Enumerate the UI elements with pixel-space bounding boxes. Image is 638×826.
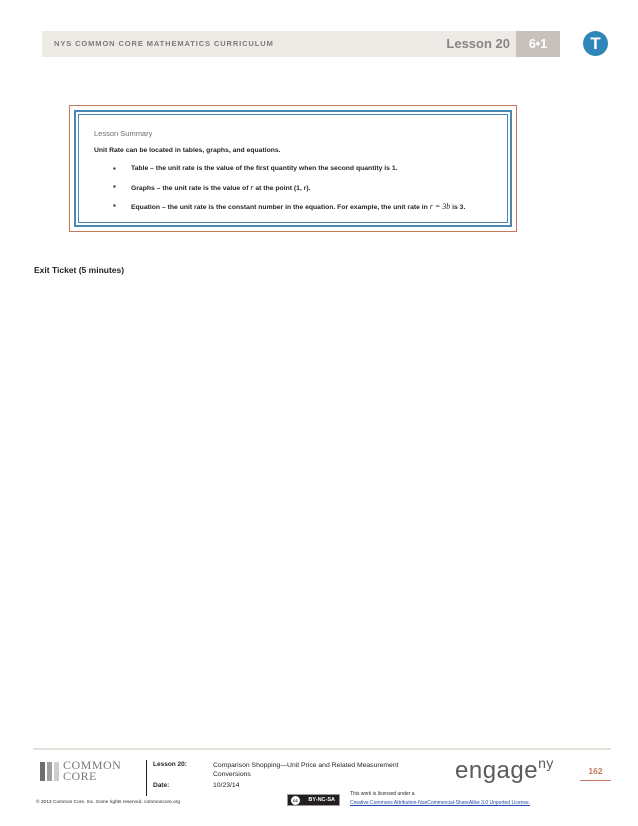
logo-bars-icon — [40, 762, 59, 781]
summary-bullet-graphs — [113, 183, 311, 192]
page-number: 162 — [580, 766, 611, 781]
bullet-icon: ▪ — [113, 201, 116, 210]
math-equation: r = 3b — [429, 202, 451, 211]
lesson-summary-frame — [74, 110, 512, 227]
teacher-badge-icon: T — [583, 31, 608, 56]
footer-date-label: Date: — [153, 782, 170, 789]
license-link[interactable]: Creative Commons Attribution-NonCommercial-ShareAlike 3.0 Unported License. — [350, 800, 531, 806]
curriculum-title: NYS COMMON CORE MATHEMATICS CURRICULUM — [54, 39, 274, 48]
summary-bullet-equation — [113, 202, 465, 211]
bullet-icon: ▪ — [113, 164, 116, 173]
footer-lesson-title: Comparison Shopping—Unit Price and Related Measurement Conversions — [213, 762, 399, 778]
lesson-summary-content — [78, 114, 508, 223]
footer-date: 10/23/14 — [213, 782, 240, 789]
summary-title: Lesson Summary — [94, 129, 153, 138]
lesson-label: Lesson 20 — [446, 36, 510, 51]
engageny-logo: engage$^{ny}$ — [455, 755, 554, 784]
summary-bullet-table — [113, 165, 398, 173]
bullet-text: Table – the unit rate is the value of the first quantity when the second quantity is 1. — [131, 165, 398, 172]
summary-lead: Unit Rate can be located in tables, graphs, and equations. — [94, 147, 281, 154]
bullet-text: Equation – the unit rate is the constant number in the equation. For example, the unit rate in r = 3b is 3. — [131, 202, 466, 211]
footer-lesson-label: Lesson 20: — [153, 761, 187, 768]
bullet-text: Graphs – the unit rate is the value of r at the point (1, r). — [131, 183, 311, 192]
license-text: This work is licensed under a — [350, 791, 415, 797]
footer-separator — [146, 760, 147, 796]
math-variable: r — [250, 183, 254, 192]
creative-commons-icon: cc — [292, 798, 298, 803]
common-core-logo: COMMON CORE — [40, 760, 121, 782]
bullet-icon: ▪ — [113, 182, 116, 191]
header-bar — [42, 31, 560, 57]
copyright-text: © 2013 Common Core, Inc. Some rights reserved. commoncore.org — [36, 800, 181, 805]
lesson-summary-box — [69, 105, 517, 232]
grade-module-chip: 6•1 — [516, 31, 560, 57]
cc-license-badge[interactable]: cc BY-NC-SA — [287, 794, 340, 806]
footer-divider — [33, 748, 611, 750]
exit-ticket-heading: Exit Ticket (5 minutes) — [34, 265, 125, 275]
